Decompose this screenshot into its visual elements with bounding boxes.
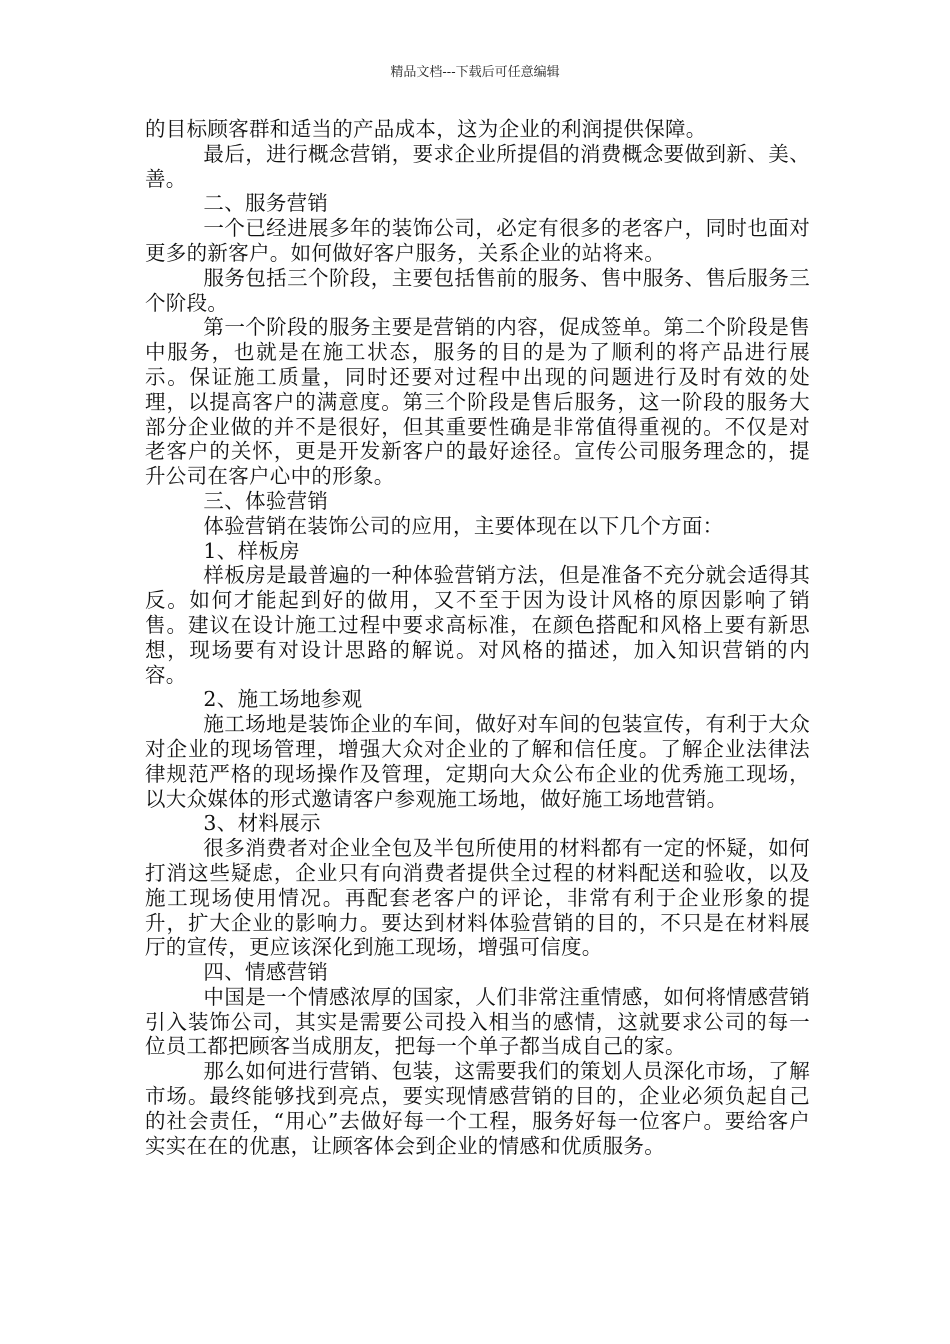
document-body [145, 117, 810, 1158]
paragraph: 体验营销在装饰公司的应用，主要体现在以下几个方面： [203, 513, 724, 538]
paragraph-continuation: 的目标顾客群和适当的产品成本，这为企业的利润提供保障。 [145, 117, 707, 141]
paragraph: 那么如何进行营销、包装，这需要我们的策划人员深化市场，了解市场。最终能够找到亮点，要实现情感营销的目的，企业必须负起自己的社会责任，“用心”去做好每一个工程，服务好每一位客户。要给客户实实在在的优惠，让顾客体会到企业的情感和优质服务。 [145, 1059, 810, 1158]
section-heading-experience-marketing: 三、体验营销 [203, 488, 329, 513]
paragraph: 服务包括三个阶段，主要包括售前的服务、售中服务、售后服务三个阶段。 [145, 265, 810, 315]
paragraph: 中国是一个情感浓厚的国家，人们非常注重情感，如何将情感营销引入装饰公司，其实是需要公司投入相当的感情，这就要求公司的每一位员工都把顾客当成朋友，把每一个单子都当成自己的家。 [145, 984, 810, 1059]
paragraph: 样板房是最普遍的一种体验营销方法，但是准备不充分就会适得其反。如何才能起到好的做用，又不至于因为设计风格的原因影响了销售。建议在设计施工过程中要求高标准，在颜色搭配和风格上要有新思想，现场要有对设计思路的解说。对风格的描述，加入知识营销的内容。 [145, 563, 810, 687]
paragraph: 第一个阶段的服务主要是营销的内容，促成签单。第二个阶段是售中服务，也就是在施工状态，服务的目的是为了顺利的将产品进行展示。保证施工质量，同时还要对过程中出现的问题进行及时有效的处理，以提高客户的满意度。第三个阶段是售后服务，这一阶段的服务大部分企业做的并不是很好，但其重要性确是非常值得重视的。不仅是对老客户的关怀，更是开发新客户的最好途径。宣传公司服务理念的，提升公司在客户心中的形象。 [145, 315, 810, 489]
subheading-material-display: 3、材料展示 [203, 811, 321, 836]
subheading-site-visit: 2、施工场地参观 [203, 687, 363, 712]
paragraph: 很多消费者对企业全包及半包所使用的材料都有一定的怀疑，如何打消这些疑虑，企业只有向消费者提供全过程的材料配送和验收，以及施工现场使用情况。再配套老客户的评论，非常有利于企业形象的提升，扩大企业的影响力。要达到材料体验营销的目的，不只是在材料展厅的宣传，更应该深化到施工现场，增强可信度。 [145, 836, 810, 960]
page-header: 精品文档---下载后可任意编辑 [390, 65, 560, 80]
section-heading-emotional-marketing: 四、情感营销 [203, 960, 329, 985]
paragraph: 施工场地是装饰企业的车间，做好对车间的包装宣传，有利于大众对企业的现场管理，增强大众对企业的了解和信任度。了解企业法律法律规范严格的现场操作及管理，定期向大众公布企业的优秀施工现场，以大众媒体的形式邀请客户参观施工场地，做好施工场地营销。 [145, 712, 810, 811]
subheading-show-house: 1、样板房 [203, 538, 300, 563]
paragraph: 最后，进行概念营销，要求企业所提倡的消费概念要做到新、美、善。 [145, 141, 810, 191]
section-heading-service-marketing: 二、服务营销 [203, 191, 329, 216]
paragraph: 一个已经进展多年的装饰公司，必定有很多的老客户，同时也面对更多的新客户。如何做好客户服务，关系企业的站将来。 [145, 216, 810, 265]
